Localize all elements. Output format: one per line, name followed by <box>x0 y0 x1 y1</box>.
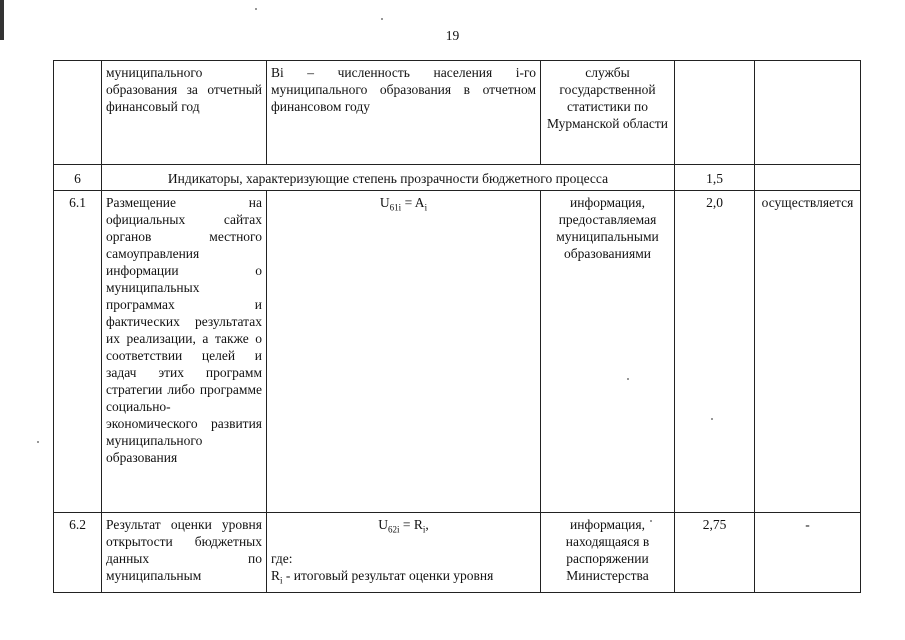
note <box>755 61 861 165</box>
indicator-table <box>53 60 860 593</box>
table-row <box>54 513 861 593</box>
section-weight: 1,5 <box>675 165 755 191</box>
formula-text: Bi – численность населения i-го муниципального образования в отчетном финансовом году <box>271 65 536 114</box>
table-row <box>54 61 861 165</box>
formula-main <box>271 516 536 533</box>
formula-eq: = R <box>399 517 423 532</box>
weight: 2,75 <box>675 513 755 593</box>
data-source: службы государственной статистики по Мурманской области <box>541 61 675 165</box>
table-row <box>54 191 861 513</box>
data-source: информация, предоставляемая муниципальными образованиями <box>541 191 675 513</box>
note: осуществляется <box>755 191 861 513</box>
formula-cell <box>267 61 541 165</box>
row-number: 6.2 <box>54 513 102 593</box>
section-title: Индикаторы, характеризующие степень прозрачности бюджетного процесса <box>102 165 675 191</box>
indicator-name: Результат оценки уровня открытости бюджетных данных по муниципальным <box>102 513 267 593</box>
indicator-name: муниципального образования за отчетный финансовый год <box>102 61 267 165</box>
formula-lhs: U <box>378 517 388 532</box>
formula-rhs-sub: i <box>424 202 428 213</box>
scan-speck <box>37 441 39 443</box>
def-symbol-sub: i <box>280 575 283 586</box>
scan-speck <box>627 378 629 380</box>
formula-lhs-sub: 62i <box>387 524 400 535</box>
row-number: 6.1 <box>54 191 102 513</box>
scan-speck <box>650 520 652 522</box>
scan-speck <box>381 18 383 20</box>
indicator-name: Размещение на официальных сайтах органов местного самоуправления информации о муниципальных программах и фактических результатах их реализации, а также о соответствии целей и задач этих программ стратегии либо программе социально-экономического развития муниципального образования <box>102 191 267 513</box>
row-number <box>54 61 102 165</box>
empty-cell <box>755 165 861 191</box>
page-number: 19 <box>445 28 460 43</box>
section-number: 6 <box>54 165 102 191</box>
scan-speck <box>711 418 713 420</box>
formula-where: где: <box>271 551 293 566</box>
section-row <box>54 165 861 191</box>
formula-lhs: U <box>379 195 390 210</box>
formula-eq: = A <box>401 195 425 210</box>
formula-tail: , <box>425 517 429 532</box>
formula-cell <box>267 513 541 593</box>
scan-speck <box>255 8 257 10</box>
data-source: информация, находящаяся в распоряжении Министерства <box>541 513 675 593</box>
weight: 2,0 <box>675 191 755 513</box>
weight <box>675 61 755 165</box>
def-symbol: R <box>271 568 281 583</box>
formula-rhs-sub: i <box>422 524 426 535</box>
formula-cell <box>267 191 541 513</box>
note: - <box>755 513 861 593</box>
def-text: - итоговый результат оценки уровня <box>282 568 494 583</box>
formula-lhs-sub: 61i <box>389 202 402 213</box>
formula-definition <box>271 567 536 584</box>
